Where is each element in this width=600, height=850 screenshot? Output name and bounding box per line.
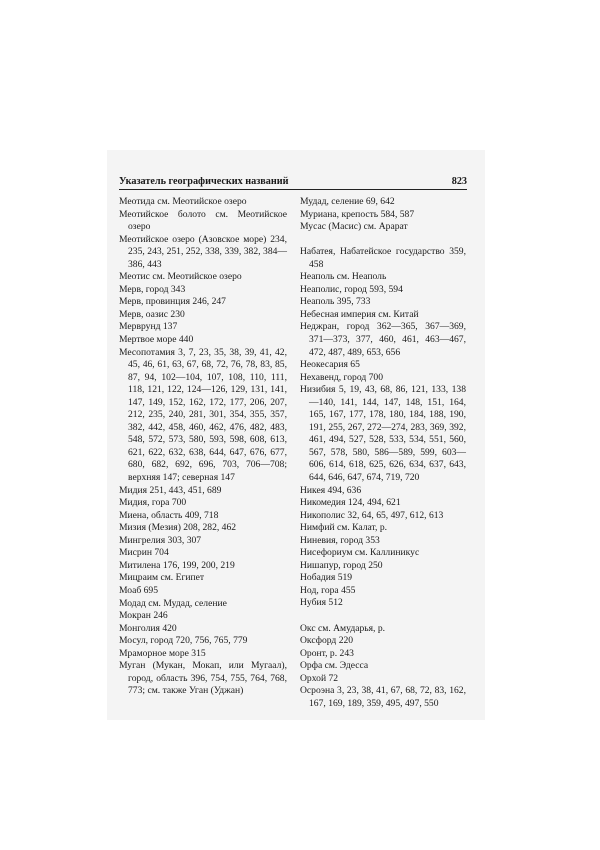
- index-entry: Мокран 246: [119, 610, 168, 622]
- index-entry: Неаполь см. Неаполь: [300, 271, 387, 283]
- index-entry: Никомедия 124, 494, 621: [300, 497, 401, 509]
- index-entry: Орхой 72: [300, 672, 339, 684]
- index-entry: Нишапур, город 250: [300, 559, 383, 571]
- index-entry: Месопотамия 3, 7, 23, 35, 38, 39, 41, 42, 45, 46, 61, 63, 67, 68, 72, 76, 78, 83, 85, 87, 94, 102—104, 107, 108, 110, 111, 118, 121, 122, 124—126, 129, 131, 141, 147, 149, 152, 162, 172, 177, 206, 207, 212, 235, 240, 281, 301, 354, 355, 357, 382, 442, 458, 460, 462, 476, 482, 483, 548, 572, 573, 580, 593, 598, 608, 613, 621, 622, 632, 638, 644, 647, 676, 677, 680, 682, 692, 696, 703, 706—708; верхняя 147; северная 147: [119, 346, 287, 484]
- index-entry: Митилена 176, 199, 200, 219: [119, 559, 235, 571]
- index-entry: Мицраим см. Египет: [119, 572, 205, 584]
- index-entry: Мерв, город 343: [119, 283, 186, 295]
- index-entry: Мерв, провинция 246, 247: [119, 296, 226, 308]
- index-entry: Монголия 420: [119, 622, 177, 634]
- index-entry: Оксфорд 220: [300, 635, 354, 647]
- index-entry: Мисрин 704: [119, 547, 169, 559]
- index-entry: Нубия 512: [300, 597, 343, 609]
- index-entry: Мидия, гора 700: [119, 497, 187, 509]
- index-entry: Мертвое море 440: [119, 334, 194, 346]
- index-entry: Нод, гора 455: [300, 584, 356, 596]
- index-entry: Нисефориум см. Каллиникус: [300, 547, 420, 559]
- index-entry: Мосул, город 720, 756, 765, 779: [119, 635, 248, 647]
- index-entry: Муриана, крепость 584, 587: [300, 208, 415, 220]
- index-entry: Осроэна 3, 23, 38, 41, 67, 68, 72, 83, 162, 167, 169, 189, 359, 495, 497, 550: [300, 685, 466, 709]
- index-column-right: [300, 196, 466, 710]
- index-entry: Нимфий см. Калат, р.: [300, 522, 388, 534]
- index-entry: Неокесария 65: [300, 359, 360, 371]
- index-entry: Ниневия, город 353: [300, 534, 380, 546]
- index-entry: Никея 494, 636: [300, 484, 362, 496]
- index-entry: Орфа см. Эдесса: [300, 660, 369, 672]
- page-number: 823: [451, 176, 467, 187]
- index-entry: Мудад, селение 69, 642: [300, 196, 395, 207]
- index-entry: Мраморное море 315: [119, 647, 206, 659]
- index-entry: Мерврунд 137: [119, 321, 178, 333]
- index-column-left: [119, 196, 287, 698]
- index-entry: Небесная империя см. Китай: [300, 308, 419, 320]
- index-entry: Оронт, р. 243: [300, 647, 354, 659]
- index-entry: Мидия 251, 443, 451, 689: [119, 484, 222, 496]
- index-entry: Низибия 5, 19, 43, 68, 86, 121, 133, 138—140, 141, 144, 147, 148, 151, 164, 165, 167, 177, 178, 180, 184, 188, 190, 191, 255, 267, 272—274, 283, 369, 392, 461, 494, 527, 528, 533, 534, 551, 560, 567, 578, 580, 586—589, 599, 603—606, 614, 618, 625, 626, 634, 637, 643, 644, 646, 647, 674, 719, 720: [300, 384, 466, 483]
- index-entry: Окс см. Амударья, р.: [300, 622, 386, 634]
- running-header: [119, 172, 467, 190]
- index-entry: Модад см. Мудад, селение: [119, 597, 227, 609]
- index-title: Указатель географических названий: [119, 176, 289, 187]
- index-entry: Мизия (Мезия) 208, 282, 462: [119, 522, 237, 534]
- index-entry: Неджран, город 362—365, 367—369, 371—373, 377, 460, 461, 463—467, 472, 487, 489, 653, 656: [300, 321, 466, 358]
- index-entry: Никополис 32, 64, 65, 497, 612, 613: [300, 509, 444, 521]
- index-entry: Меотийское озеро (Азовское море) 234, 235, 243, 251, 252, 338, 339, 382, 384—386, 443: [119, 233, 287, 270]
- index-entry: Неаполис, город 593, 594: [300, 283, 403, 295]
- index-entry: Меотийское болото см. Меотийское озеро: [119, 208, 287, 233]
- index-entry: Нехавенд, город 700: [300, 371, 384, 383]
- index-entry: Меотис см. Меотийское озеро: [119, 271, 242, 283]
- index-entry: Меотида см. Меотийское озеро: [119, 196, 247, 207]
- index-entry: Мерв, оазис 230: [119, 308, 185, 320]
- index-entry: Набатея, Набатейское государство 359, 458: [300, 246, 466, 270]
- index-entry: Муган (Мукан, Мокап, или Мугаал), город, область 396, 754, 755, 764, 768, 773; см. также Уган (Уджан): [119, 660, 287, 697]
- book-page: [107, 150, 485, 720]
- index-entry: Мусас (Масис) см. Арарат: [300, 221, 408, 233]
- index-entry: Моаб 695: [119, 584, 159, 596]
- index-entry: Мингрелия 303, 307: [119, 534, 202, 546]
- index-entry: Нобадия 519: [300, 572, 353, 584]
- index-entry: Миена, область 409, 718: [119, 509, 219, 521]
- index-entry: Неаполь 395, 733: [300, 296, 371, 308]
